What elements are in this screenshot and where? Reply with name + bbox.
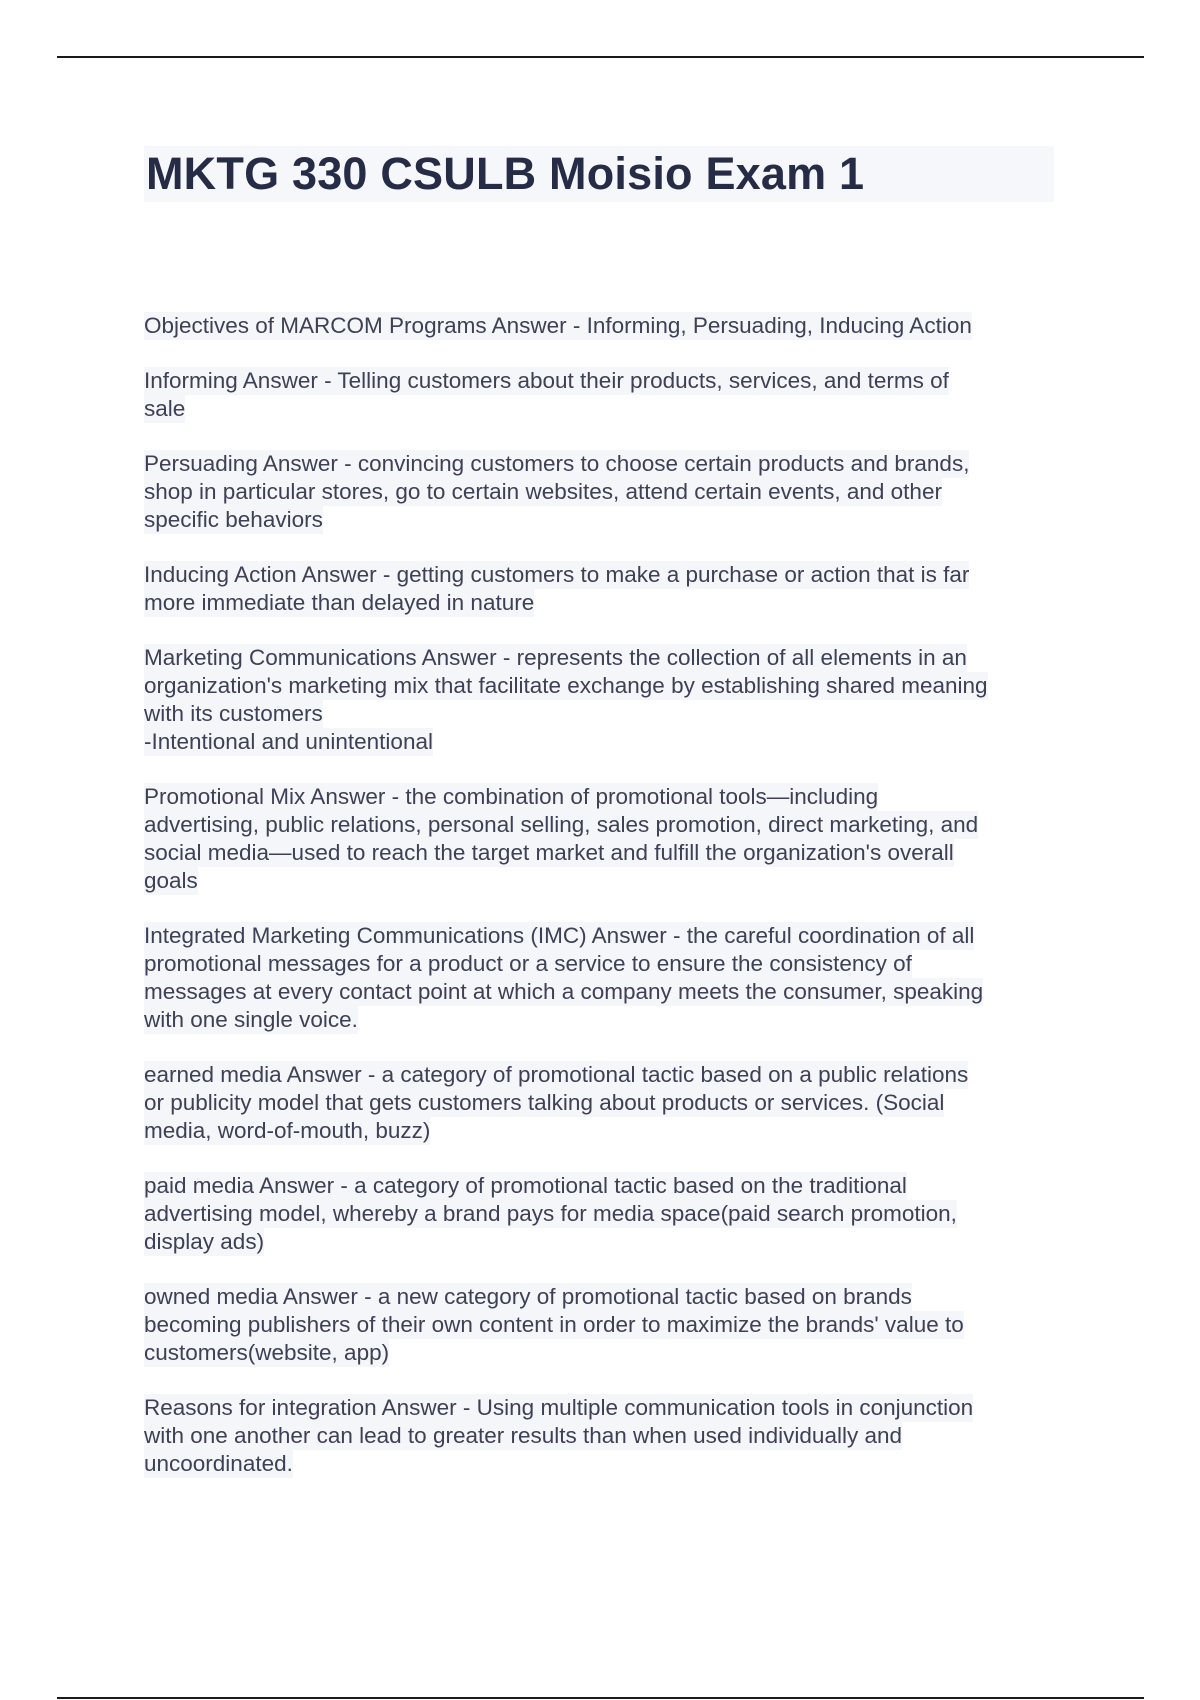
top-rule [57,56,1144,58]
entry-text-line: organization's marketing mix that facilitate exchange by establishing shared meaning [144,673,988,698]
entry-text-line: media, word-of-mouth, buzz) [144,1118,431,1143]
entry-text-line: shop in particular stores, go to certain websites, attend certain events, and other [144,479,942,504]
entry-text-line: display ads) [144,1229,265,1254]
entry-text-line: with one another can lead to greater results than when used individually and [144,1423,902,1448]
entry-text-line: social media—used to reach the target market and fulfill the organization's overall [144,840,954,865]
entry-text-line: goals [144,868,198,893]
entry-text-line: specific behaviors [144,507,323,532]
entry-text-line: paid media Answer - a category of promotional tactic based on the traditional [144,1173,907,1198]
entry-text-line: owned media Answer - a new category of promotional tactic based on brands [144,1284,912,1309]
entry-text-line: messages at every contact point at which a company meets the consumer, speaking [144,979,984,1004]
entry-text-line: earned media Answer - a category of promotional tactic based on a public relations [144,1062,969,1087]
flashcard-entry [144,1283,1074,1367]
flashcard-entry [144,367,1074,423]
flashcard-entry [144,450,1074,534]
flashcard-entry [144,922,1074,1034]
entry-text-line: Reasons for integration Answer - Using multiple communication tools in conjunction [144,1395,974,1420]
entry-text-line: advertising model, whereby a brand pays for media space(paid search promotion, [144,1201,957,1226]
flashcard-entry [144,312,1074,340]
entry-text-line: advertising, public relations, personal selling, sales promotion, direct marketing, and [144,812,979,837]
entry-text-line: Objectives of MARCOM Programs Answer - Informing, Persuading, Inducing Action [144,313,972,338]
entry-text-line: more immediate than delayed in nature [144,590,535,615]
entry-text-line: customers(website, app) [144,1340,390,1365]
title-block [144,146,1054,202]
entry-text-line: Promotional Mix Answer - the combination of promotional tools—including [144,784,879,809]
entry-text-line: promotional messages for a product or a service to ensure the consistency of [144,951,912,976]
entry-text-line: Marketing Communications Answer - represents the collection of all elements in an [144,645,967,670]
entry-text-line: with one single voice. [144,1007,358,1032]
entry-text-line: with its customers [144,701,323,726]
entry-text-line: Integrated Marketing Communications (IMC) Answer - the careful coordination of all [144,923,975,948]
entry-text-line: sale [144,396,186,421]
entry-text-line: uncoordinated. [144,1451,293,1476]
flashcard-entry [144,783,1074,895]
entry-text-line: -Intentional and unintentional [144,729,433,754]
entry-text-line: Persuading Answer - convincing customers to choose certain products and brands, [144,451,970,476]
document-title: MKTG 330 CSULB Moisio Exam 1 [146,148,865,199]
entry-text-line: Informing Answer - Telling customers about their products, services, and terms of [144,368,949,393]
flashcard-entry [144,1394,1074,1478]
flashcard-entry [144,561,1074,617]
bottom-rule [57,1697,1144,1699]
entry-text-line: or publicity model that gets customers talking about products or services. (Social [144,1090,945,1115]
flashcard-entry [144,1172,1074,1256]
flashcard-entry [144,644,1074,756]
flashcard-entry [144,1061,1074,1145]
entry-text-line: Inducing Action Answer - getting customers to make a purchase or action that is far [144,562,970,587]
flashcard-list [144,312,1074,1505]
entry-text-line: becoming publishers of their own content in order to maximize the brands' value to [144,1312,964,1337]
